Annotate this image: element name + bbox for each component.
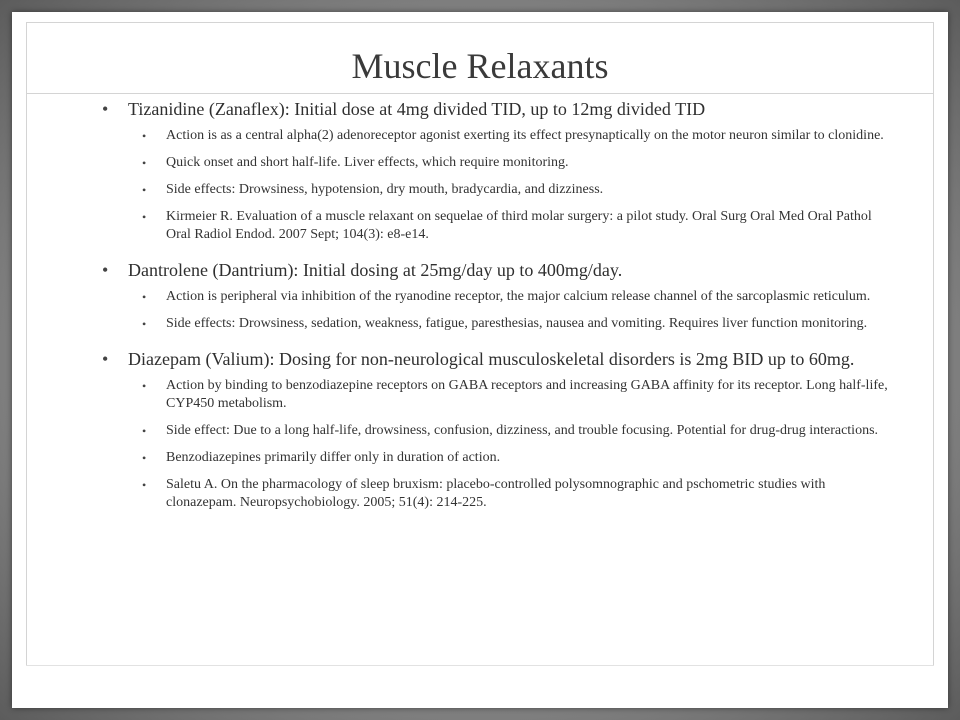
sub-bullet-list [92, 288, 892, 333]
bullet-icon: • [102, 349, 109, 369]
bullet-icon: • [102, 99, 109, 119]
sub-bullet-icon: • [142, 424, 147, 438]
sub-bullet-text: Kirmeier R. Evaluation of a muscle relaxant on sequelae of third molar surgery: a pilot study. Oral Surg Oral Med Oral Pathol Oral Radiol Endod. 2007 Sept; 104(3): e8-e14. [166, 209, 872, 242]
sub-list-item [92, 377, 892, 413]
sub-list-item [92, 315, 892, 333]
sub-list-item [92, 127, 892, 145]
sub-bullet-icon: • [142, 379, 147, 393]
sub-bullet-list [92, 127, 892, 244]
sub-bullet-text: Side effect: Due to a long half-life, drowsiness, confusion, dizziness, and trouble focusing. Potential for drug-drug interactions. [166, 423, 879, 438]
sub-bullet-icon: • [142, 183, 147, 197]
sub-bullet-text: Benzodiazepines primarily differ only in duration of action. [166, 450, 501, 465]
sub-bullet-text: Quick onset and short half-life. Liver effects, which require monitoring. [166, 155, 569, 170]
sub-list-item [92, 449, 892, 467]
sub-bullet-text: Side effects: Drowsiness, hypotension, dry mouth, bradycardia, and dizziness. [166, 182, 604, 197]
bullet-text-dantrolene: Dantrolene (Dantrium): Initial dosing at 25mg/day up to 400mg/day. [128, 260, 623, 280]
sub-bullet-icon: • [142, 317, 147, 331]
list-item [92, 258, 892, 333]
bullet-list [92, 97, 892, 526]
sub-bullet-icon: • [142, 156, 147, 170]
sub-bullet-list [92, 377, 892, 512]
sub-bullet-text: Action by binding to benzodiazepine receptors on GABA receptors and increasing GABA affinity for its receptor. Long half-life, CYP450 metabolism. [166, 378, 888, 411]
list-item [92, 97, 892, 244]
sub-list-item [92, 422, 892, 440]
sub-list-item [92, 208, 892, 244]
sub-bullet-icon: • [142, 478, 147, 492]
sub-list-item [92, 288, 892, 306]
sub-bullet-text: Action is peripheral via inhibition of the ryanodine receptor, the major calcium release channel of the sarcoplasmic reticulum. [166, 289, 871, 304]
title-frame [26, 22, 934, 94]
sub-bullet-text: Saletu A. On the pharmacology of sleep bruxism: placebo-controlled polysomnographic and pschometric studies with clonazepam. Neuropsychobiology. 2005; 51(4): 214-225. [166, 477, 826, 510]
sub-bullet-icon: • [142, 129, 147, 143]
sub-bullet-icon: • [142, 210, 147, 224]
footer-bar [26, 665, 934, 696]
sub-bullet-text: Action is as a central alpha(2) adenoreceptor agonist exerting its effect presynaptically on the motor neuron similar to clonidine. [166, 128, 884, 143]
bullet-icon: • [102, 260, 109, 280]
bullet-text-tizanidine: Tizanidine (Zanaflex): Initial dose at 4mg divided TID, up to 12mg divided TID [128, 99, 706, 119]
bullet-text-diazepam: Diazepam (Valium): Dosing for non-neurological musculoskeletal disorders is 2mg BID up to 60mg. [128, 349, 855, 369]
sub-list-item [92, 181, 892, 199]
sub-bullet-icon: • [142, 290, 147, 304]
slide-title: Muscle Relaxants [351, 46, 609, 86]
sub-bullet-text: Side effects: Drowsiness, sedation, weakness, fatigue, paresthesias, nausea and vomiting. Requires liver function monitoring. [166, 316, 868, 331]
sub-list-item [92, 476, 892, 512]
sub-list-item [92, 154, 892, 172]
sub-bullet-icon: • [142, 451, 147, 465]
list-item [92, 347, 892, 512]
